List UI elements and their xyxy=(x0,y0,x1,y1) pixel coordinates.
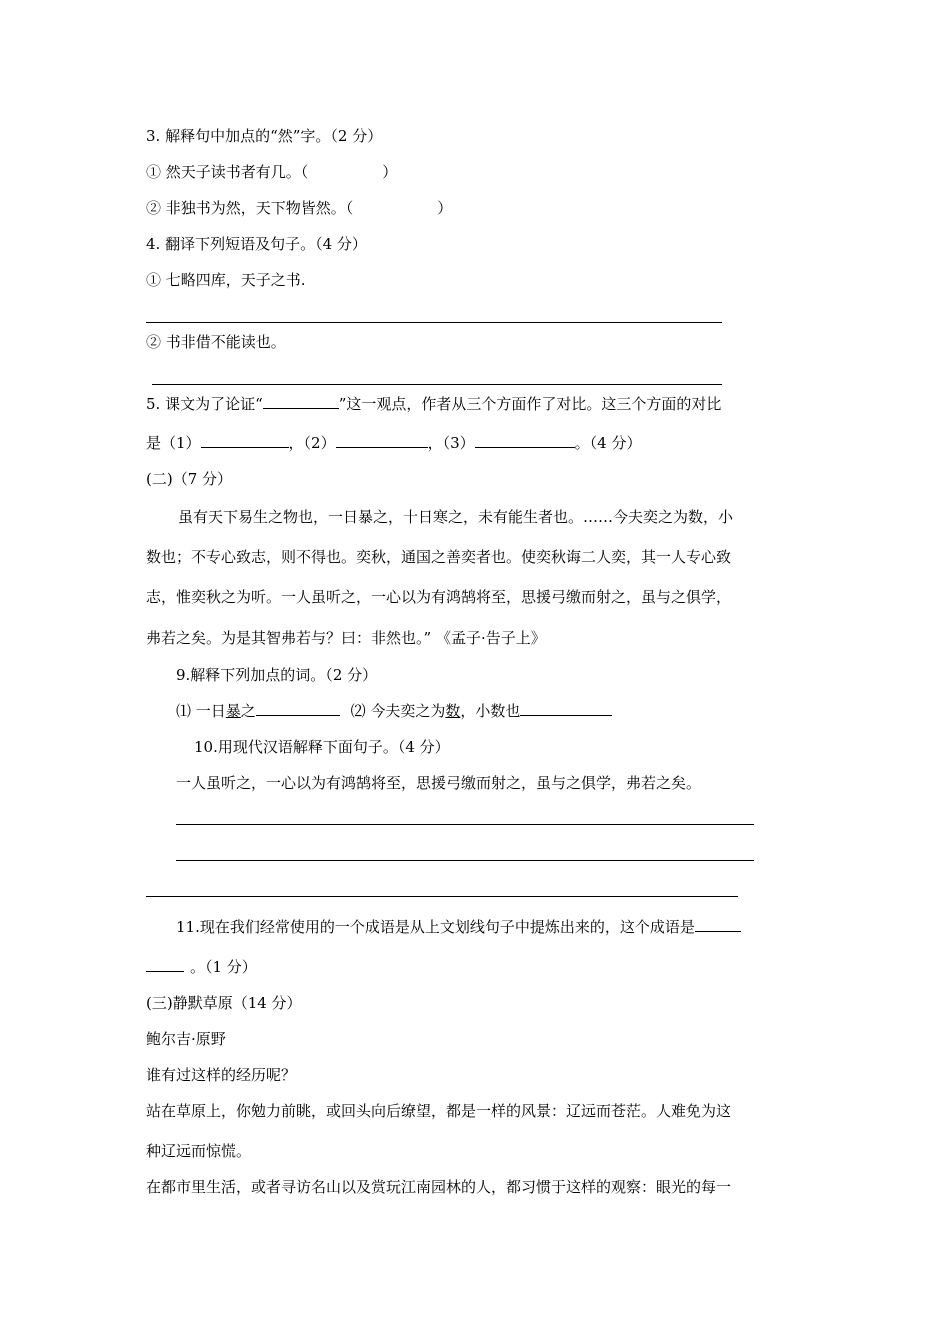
q9-item-1-dotted: 暴 xyxy=(225,702,241,720)
q3-item-2 xyxy=(146,198,452,218)
q5-viewpoint-blank[interactable] xyxy=(263,394,339,409)
section-3-author: 鲍尔吉·原野 xyxy=(146,1030,226,1048)
q9-items xyxy=(176,701,612,721)
q10-stem: 10.用现代汉语解释下面句子。（4 分） xyxy=(194,738,450,756)
passage-line-2: 数也；不专心致志，则不得也。奕秋，通国之善奕者也。使奕秋诲二人奕，其一人专心致 xyxy=(146,548,732,566)
q5-blank-3[interactable] xyxy=(475,433,575,448)
q4-stem: 4. 翻译下列短语及句子。（4 分） xyxy=(146,235,367,253)
passage-line-4: 弗若之矣。为是其智弗若与？曰：非然也。” 《孟子·告子上》 xyxy=(146,629,546,647)
q5-label-1: 是（1） xyxy=(146,434,201,452)
q10-answer-line-2[interactable] xyxy=(176,860,754,861)
q10-answer-line-3[interactable] xyxy=(146,896,738,897)
section-3-para-1: 谁有过这样的经历呢？ xyxy=(146,1066,297,1084)
q5-blank-1[interactable] xyxy=(201,433,289,448)
q5-line-1 xyxy=(146,394,721,414)
q11-line-1 xyxy=(176,917,741,937)
passage-line-1: 虽有天下易生之物也，一日暴之，十日寒之，未有能生者也。……今夫奕之为数，小 xyxy=(178,508,734,526)
q9-blank-1[interactable] xyxy=(256,701,340,716)
section-3-heading: (三)静默草原（14 分） xyxy=(146,994,302,1012)
q9-item-2-tail: ，小数也 xyxy=(460,702,521,720)
q9-stem: 9.解释下列加点的词。（2 分） xyxy=(176,666,378,684)
passage-line-3: 志，惟奕秋之为听。一人虽听之，一心以为有鸿鹄将至，思援弓缴而射之，虽与之俱学， xyxy=(146,588,732,606)
q3-item-2-text: ② 非独书为然，天下物皆然。（ xyxy=(146,199,354,217)
q11-score: 。（1 分） xyxy=(190,958,257,976)
q9-blank-2[interactable] xyxy=(520,701,612,716)
q5-score: 。（4 分） xyxy=(574,434,642,452)
q3-item-1-close: ） xyxy=(382,163,398,181)
q11-text: 11.现在我们经常使用的一个成语是从上文划线句子中提炼出来的，这个成语是 xyxy=(176,918,695,936)
q5-text-a: 5. 课文为了论证“ xyxy=(146,395,263,413)
q3-item-1-text: ① 然天子读书者有几。（ xyxy=(146,163,309,181)
section-3-para-3: 在都市里生活，或者寻访名山以及赏玩江南园林的人，都习惯于这样的观察：眼光的每一 xyxy=(146,1178,732,1196)
q10-sentence: 一人虽听之，一心以为有鸿鹄将至，思援弓缴而射之，虽与之俱学，弗若之矣。 xyxy=(176,774,702,792)
q11-blank-a[interactable] xyxy=(695,917,741,932)
section-3-para-2b: 种辽远而惊慌。 xyxy=(146,1142,252,1160)
q9-item-2-text: ⑵ 今夫奕之为 xyxy=(350,702,446,720)
q10-answer-line-1[interactable] xyxy=(176,824,754,825)
q5-label-3: ，（3） xyxy=(427,434,475,452)
q4-item-2: ② 书非借不能读也。 xyxy=(146,333,286,351)
q5-label-2: ，（2） xyxy=(288,434,336,452)
q5-blank-2[interactable] xyxy=(336,433,428,448)
q9-item-1-tail: 之 xyxy=(240,702,256,720)
q11-blank-b[interactable] xyxy=(146,957,184,972)
section-2-heading: (二)（7 分） xyxy=(146,470,233,488)
q11-line-2 xyxy=(146,957,257,977)
q4-answer-line-1[interactable] xyxy=(146,322,722,323)
q5-line-2 xyxy=(146,433,641,453)
section-3-para-2a: 站在草原上，你勉力前眺，或回头向后缭望，都是一样的风景：辽远而苍茫。人难免为这 xyxy=(146,1102,732,1120)
q3-item-1 xyxy=(146,162,397,182)
q4-item-1: ① 七略四库，天子之书. xyxy=(146,271,306,289)
q3-stem: 3. 解释句中加点的“然”字。（2 分） xyxy=(146,127,383,145)
q9-item-2-dotted: 数 xyxy=(445,702,461,720)
q3-item-2-close: ） xyxy=(437,199,453,217)
q5-text-b: ”这一观点，作者从三个方面作了对比。这三个方面的对比 xyxy=(338,395,722,413)
q4-answer-line-2[interactable] xyxy=(152,384,722,385)
q9-item-1-text: ⑴ 一日 xyxy=(176,702,226,720)
